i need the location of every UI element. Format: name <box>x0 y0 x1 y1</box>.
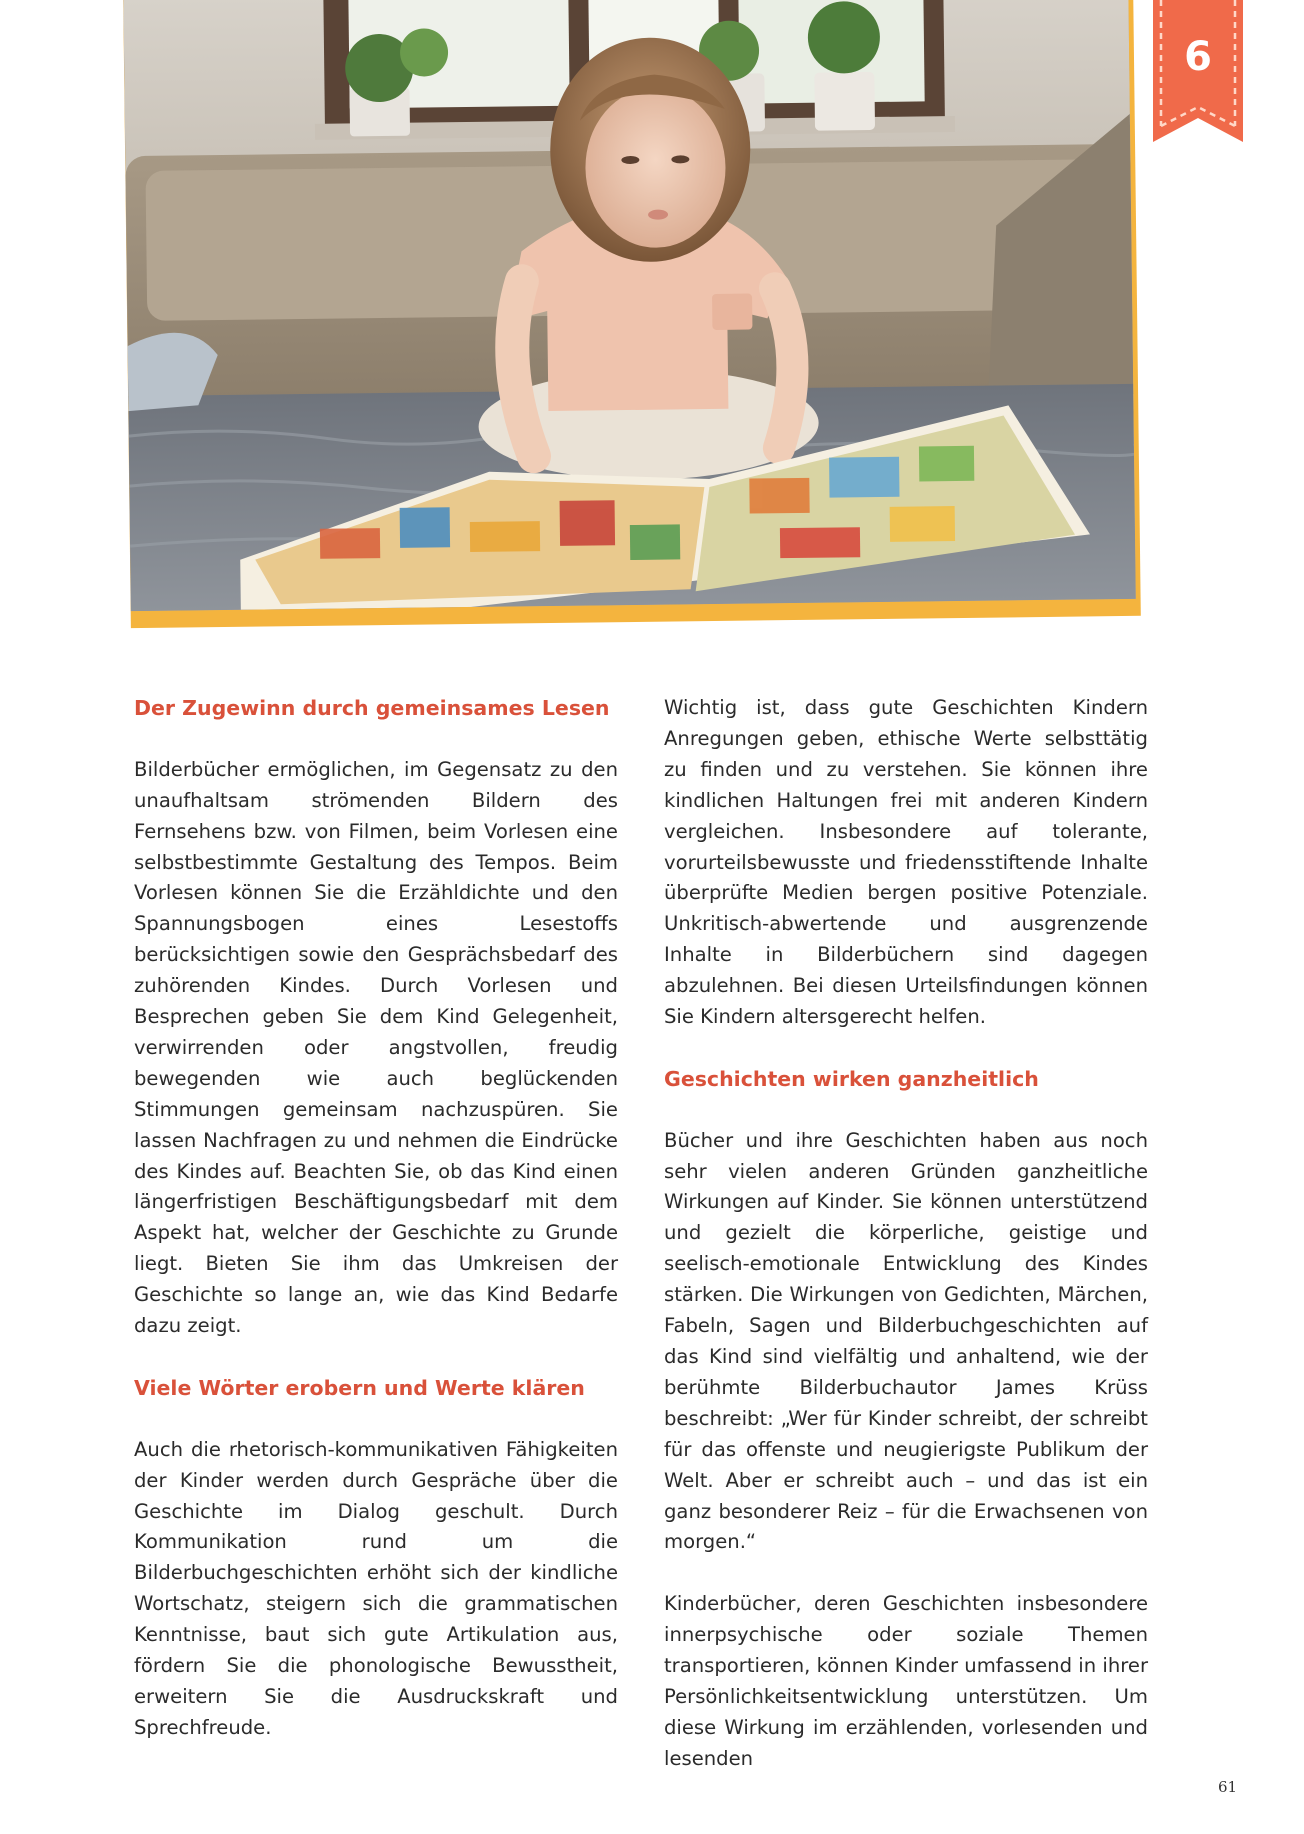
page-number: 61 <box>1218 1778 1238 1796</box>
photo-child-reading-picture-book <box>123 0 1136 611</box>
right-column <box>664 693 1148 1775</box>
section-heading-ganzheitlich: Geschichten wirken ganzheitlich <box>664 1066 1039 1091</box>
section-paragraph-ganzheitlich: Bücher und ihre Geschichten haben aus noch sehr vielen anderen Gründen ganzheitliche Wirkungen auf Kinder. Sie können unterstützend und gezielt die körperliche, geistige und seelisch-emotionale Entwicklung des Kindes stärken. Die Wirkungen von Gedichten, Märchen, Fabeln, Sagen und Bilderbuchgeschichten auf das Kind sind vielfältig und anhaltend, wie der berühmte Bilderbuchautor James Krüss beschreibt: „Wer für Kinder schreibt, der schreibt für das offenste und neugierigste Publikum der Welt. Aber er schreibt auch – und das ist ein ganz besonderer Reiz – für die Erwachsenen von morgen.“ <box>664 1128 1148 1554</box>
intro-paragraph-werte: Wichtig ist, dass gute Geschichten Kindern Anregungen geben, ethische Werte selbsttätig zu finden und zu verstehen. Sie können ihre kindlichen Haltungen frei mit anderen Kindern vergleichen. Insbesondere auf tolerante, vorurteilsbewusste und friedensstiftende Inhalte überprüfte Medien bergen positive Potenziale. Unkritisch-abwertende und ausgrenzende Inhalte in Bilderbüchern sind dagegen abzulehnen. Bei diesen Urteilsfindungen können Sie Kindern altersgerecht helfen. <box>664 696 1148 1029</box>
section-paragraph-woerter: Auch die rhetorisch-kommunikativen Fähigkeiten der Kinder werden durch Gespräche über die Geschichte im Dialog geschult. Durch Kommunikation rund um die Bilderbuchgeschichten erhöht sich der kindliche Wortschatz, steigern sich die grammatischen Kenntnisse, baut sich gute Artikulation aus, fördern Sie die phonologische Bewusstheit, erweitern Sie die Ausdruckskraft und Sprechfreude. <box>134 1437 618 1739</box>
chapter-bookmark <box>1153 0 1243 142</box>
chapter-number: 6 <box>1184 34 1212 80</box>
hero-photo <box>115 0 1145 630</box>
section-paragraph-kinderbuecher: Kinderbücher, deren Geschichten insbesondere innerpsychische oder soziale Themen transportieren, können Kinder umfassend in ihrer Persönlichkeitsentwicklung unterstützen. Um diese Wirkung im erzählenden, vorlesenden und lesenden <box>664 1592 1148 1770</box>
left-column <box>134 693 618 1744</box>
section-paragraph-zugewinn: Bilderbücher ermöglichen, im Gegensatz zu den unaufhaltsam strömenden Bildern des Fernsehens bzw. von Filmen, beim Vorlesen eine selbstbestimmte Gestaltung des Tempos. Beim Vorlesen können Sie die Erzähldichte und den Spannungsbogen eines Lesestoffs berücksichtigen sowie den Gesprächsbedarf des zuhörenden Kindes. Durch Vorlesen und Besprechen geben Sie dem Kind Gelegenheit, verwirrenden oder angstvollen, freudig bewegenden wie auch beglückenden Stimmungen gemeinsam nachzuspüren. Sie lassen Nachfragen zu und nehmen die Eindrücke des Kindes auf. Beachten Sie, ob das Kind einen längerfristigen Beschäftigungsbedarf mit dem Aspekt hat, welcher der Geschichte zu Grunde liegt. Bieten Sie ihm das Umkreisen der Geschichte so lange an, wie das Kind Bedarfe dazu zeigt. <box>134 757 618 1338</box>
section-heading-zugewinn: Der Zugewinn durch gemeinsames Lesen <box>134 696 610 720</box>
section-heading-woerter: Viele Wörter erobern und Werte klären <box>134 1375 585 1400</box>
